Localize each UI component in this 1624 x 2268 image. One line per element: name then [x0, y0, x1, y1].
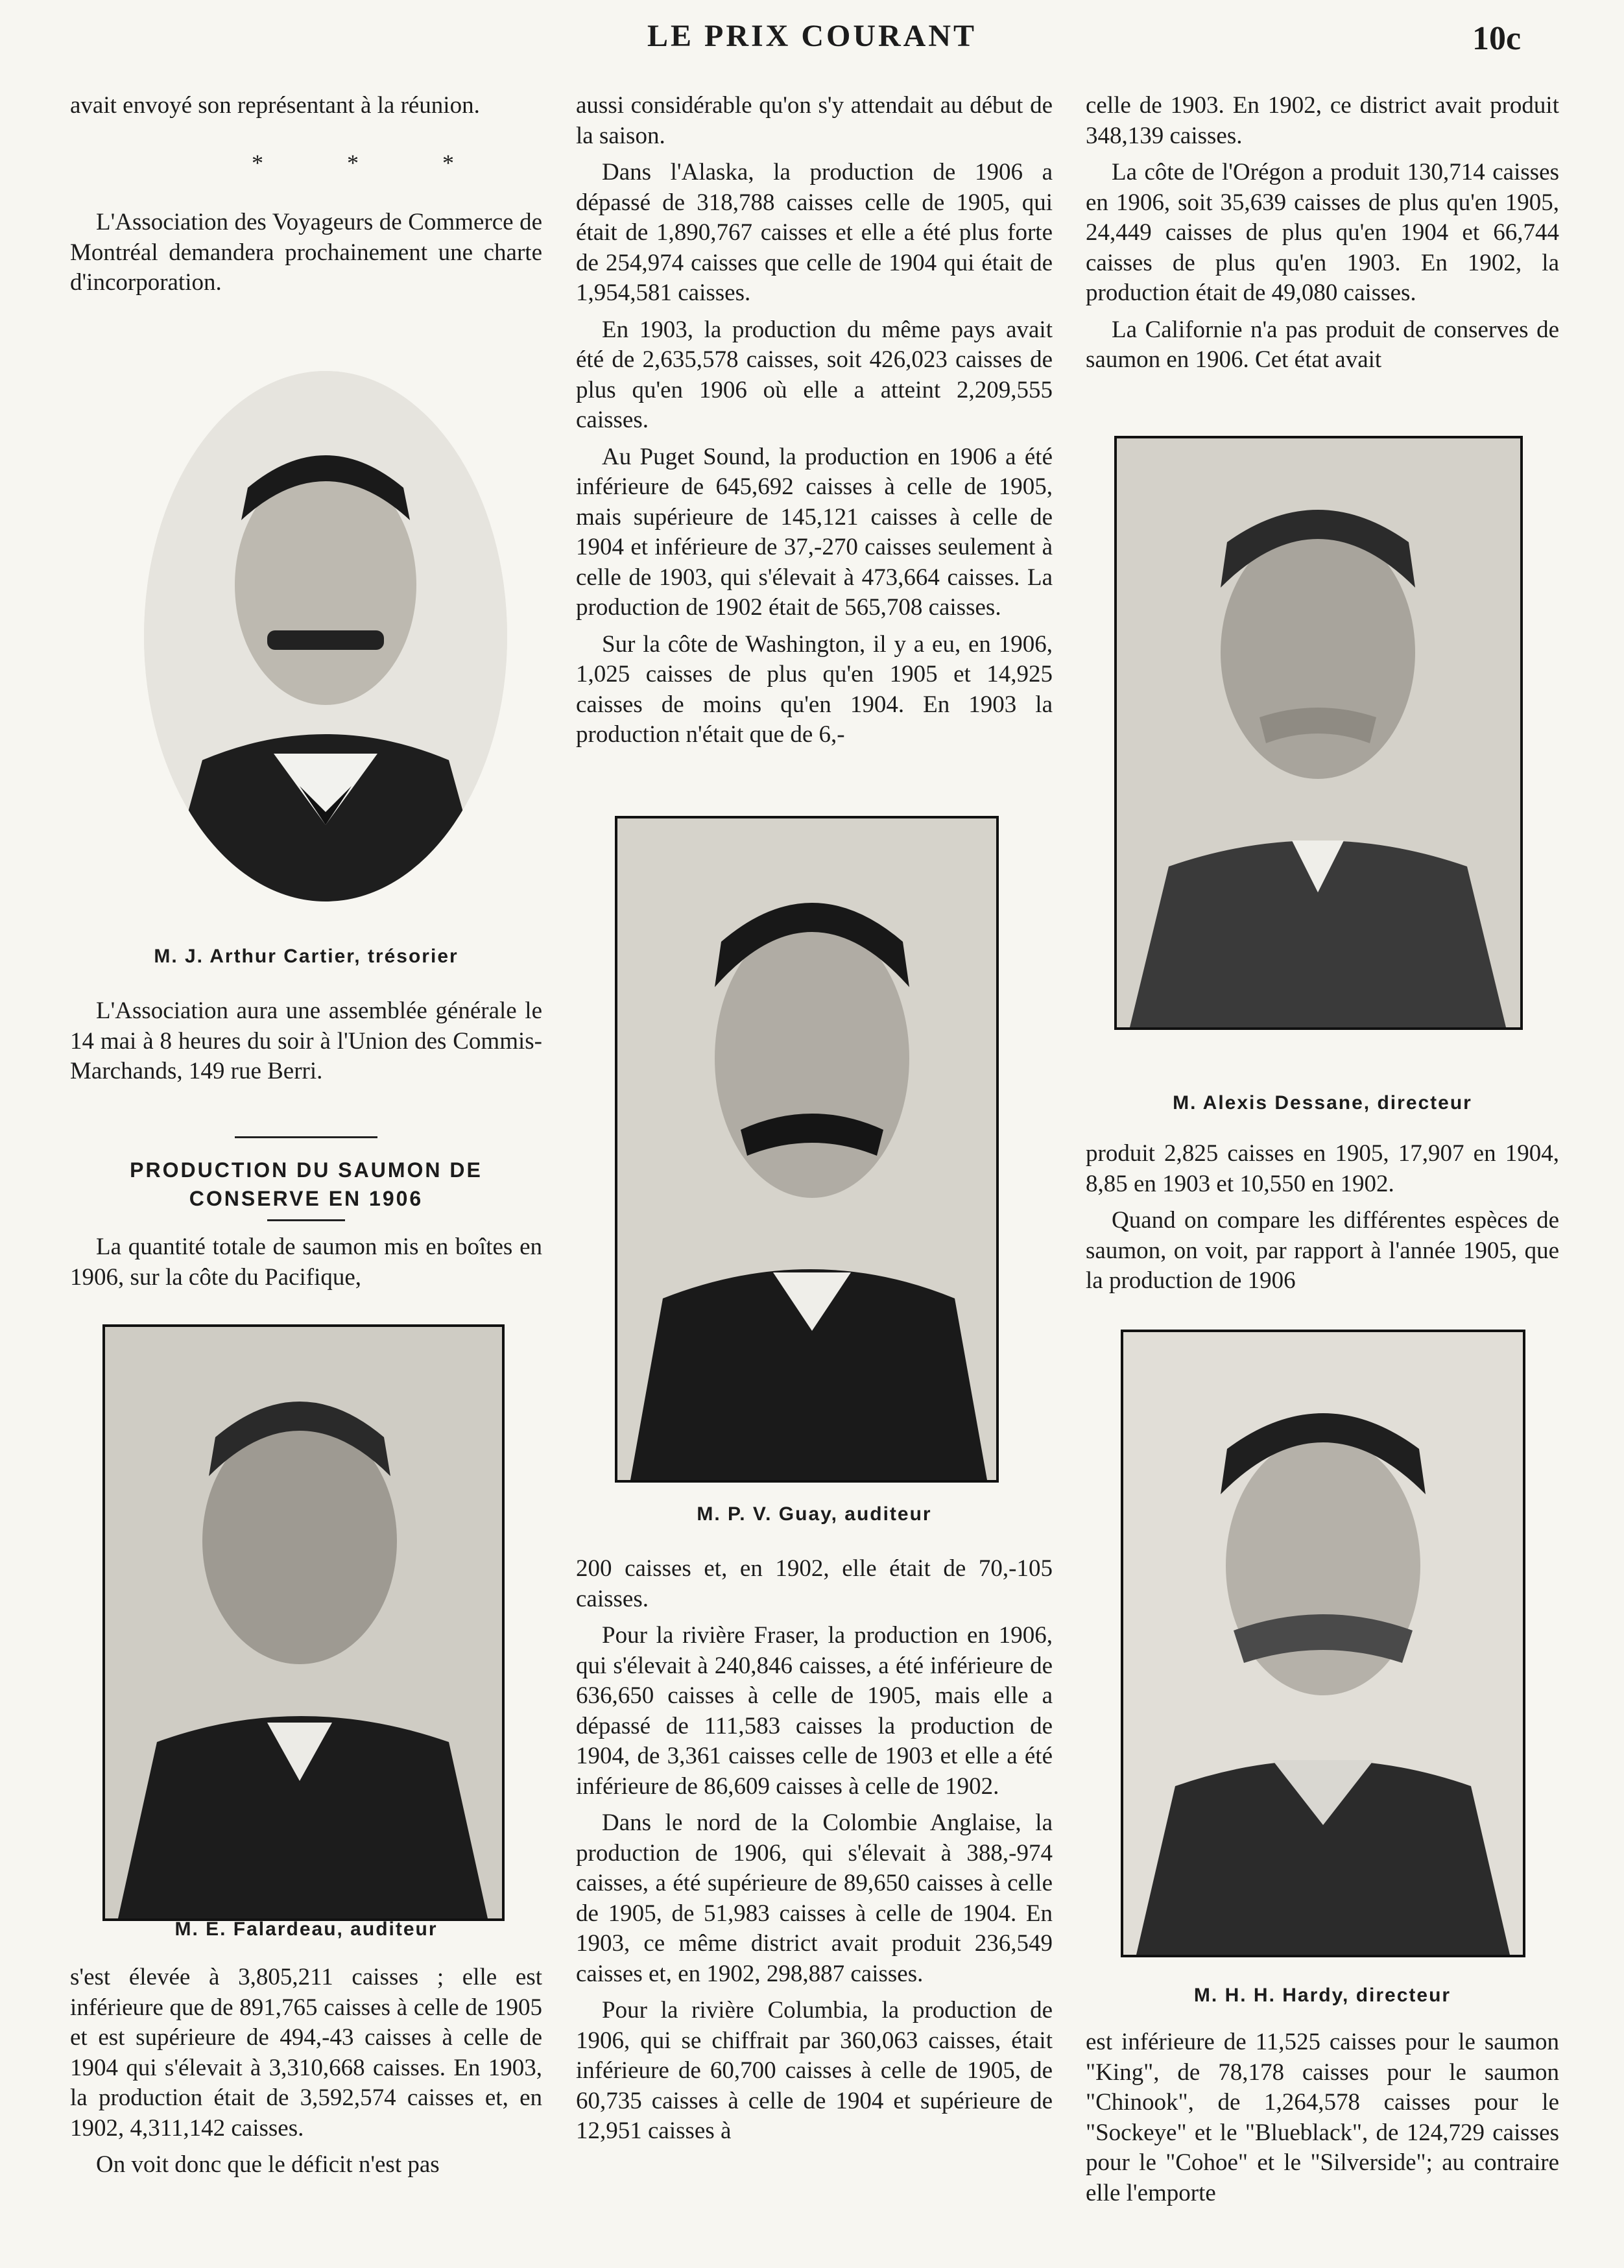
col1-intro-text [70, 1232, 542, 1299]
portrait-guay [615, 816, 999, 1483]
col1-paragraph-3: L'Association aura une assemblée générale le 14 mai à 8 heures du soir à l'Union des Commis-Marchands, 149 rue Berri. [70, 997, 542, 1084]
col1-paragraph-2: L'Association des Voyageurs de Commerce de Montréal demandera prochainement une charte d'incorporation. [70, 209, 542, 296]
portrait-hardy [1121, 1330, 1525, 1957]
separator-stars: * * * [252, 150, 493, 176]
caption-falardeau: M. E. Falardeau, auditeur [174, 1918, 438, 1940]
caption-dessane: M. Alexis Dessane, directeur [1173, 1092, 1472, 1114]
divider-line-short [267, 1219, 345, 1221]
col2-paragraph-6: 200 caisses et, en 1902, elle était de 70,-105 caisses. [576, 1555, 1053, 1612]
col2-paragraph-9: Pour la rivière Columbia, la production de 1906, qui se chiffrait par 360,063 caisses, était inférieure de 60,700 caisses à celle de 1905, de 60,735 caisses à celle de 1904 et supérieure de 12,951 caisses à [576, 1997, 1053, 2144]
portrait-falardeau-image [105, 1327, 502, 1918]
portrait-cartier-image [144, 371, 507, 901]
portrait-falardeau [102, 1324, 505, 1921]
portrait-dessane-image [1117, 438, 1520, 1027]
col2-top-text [576, 91, 1053, 757]
newspaper-title: LE PRIX COURANT [647, 19, 977, 53]
col1-paragraph-5: s'est élevée à 3,805,211 caisses ; elle est inférieure que de 891,765 caisses à celle de 1905 et est supérieure de 494,-43 caisses à celle de 1904 qui s'élevait à 3,310,668 caisses. En 1903, la production était de 3,592,574 caisses et, en 1902, 4,311,142 caisses. [70, 1964, 542, 2142]
portrait-guay-image [617, 818, 996, 1480]
col3-paragraph-4: produit 2,825 caisses en 1905, 17,907 en 1904, 8,85 en 1903 et 10,550 en 1902. [1086, 1140, 1559, 1197]
col2-paragraph-7: Pour la rivière Fraser, la production en 1906, qui s'élevait à 240,846 caisses, a été inférieure de 636,650 caisses à celle de 1905, mais elle a dépassé de 111,583 caisses la production de 1904, de 3,361 caisses celle de 1903 et elle a été inférieure de 86,609 caisses à celle de 1902. [576, 1622, 1053, 1800]
col3-paragraph-3: La Californie n'a pas produit de conserves de saumon en 1906. Cet état avait [1086, 316, 1559, 373]
col2-paragraph-8: Dans le nord de la Colombie Anglaise, la production de 1906, qui s'élevait à 388,-974 caisses, a été supérieure de 89,650 caisses à celle de 1905, de 51,983 caisses à celle de 1904. En 1903, ce même district avait produit 236,549 caisses et, en 1902, 298,887 caisses. [576, 1809, 1053, 1987]
col1-paragraph-6: On voit donc que le déficit n'est pas [96, 2151, 440, 2178]
col1-association-text [70, 208, 542, 305]
caption-cartier: M. J. Arthur Cartier, trésorier [154, 946, 459, 967]
col1-top-text [70, 91, 542, 128]
col2-bottom-text [576, 1554, 1053, 2153]
col3-paragraph-6: est inférieure de 11,525 caisses pour le saumon "King", de 78,178 caisses pour le saumon "Chinook", de 1,264,578 caisses pour le "Sockeye" et le "Blueblack", de 124,729 caisses pour le "Cohoe" et le "Silverside"; au contraire elle l'emporte [1086, 2029, 1559, 2206]
caption-hardy: M. H. H. Hardy, directeur [1193, 1985, 1451, 2006]
col3-top-text [1086, 91, 1559, 382]
divider-line [235, 1136, 377, 1138]
col3-paragraph-5: Quand on compare les différentes espèces de saumon, on voit, par rapport à l'année 1905, que la production de 1906 [1086, 1207, 1559, 1294]
portrait-hardy-image [1123, 1332, 1523, 1955]
caption-guay: M. P. V. Guay, auditeur [697, 1503, 932, 1525]
col2-paragraph-1: aussi considérable qu'on s'y attendait au début de la saison. [576, 92, 1053, 149]
col3-bottom-text [1086, 2027, 1559, 2215]
col1-paragraph-4: La quantité totale de saumon mis en boîtes en 1906, sur la côte du Pacifique, [70, 1234, 542, 1291]
col2-paragraph-4: Au Puget Sound, la production en 1906 a été inférieure de 645,692 caisses à celle de 1905, mais supérieure de 145,121 caisses à celle de 1904 et inférieure de 37,-270 caisses seulement à celle de 1903, qui s'élevait à 473,664 caisses. La production de 1902 était de 565,708 caisses. [576, 443, 1053, 621]
col3-paragraph-2: La côte de l'Orégon a produit 130,714 caisses en 1906, soit 35,639 caisses de plus qu'en 1905, 24,449 caisses de plus qu'en 1904 et 66,744 caisses de plus qu'en 1903. En 1902, la production était de 49,080 caisses. [1086, 159, 1559, 306]
portrait-dessane [1114, 436, 1523, 1030]
section-title: PRODUCTION DU SAUMON DE CONSERVE EN 1906 [130, 1158, 483, 1210]
portrait-cartier [144, 371, 507, 901]
col2-paragraph-2: Dans l'Alaska, la production de 1906 a dépassé de 318,788 caisses celle de 1905, qui était de 1,890,767 caisses et elle a été plus forte de 254,974 caisses que celle de 1904 qui était de 1,954,581 caisses. [576, 159, 1053, 306]
col1-paragraph-1: avait envoyé son représentant à la réunion. [70, 92, 480, 119]
col3-middle-text [1086, 1139, 1559, 1303]
col1-assembly-text [70, 996, 542, 1093]
col3-paragraph-1: celle de 1903. En 1902, ce district avait produit 348,139 caisses. [1086, 92, 1559, 149]
col2-paragraph-5: Sur la côte de Washington, il y a eu, en 1906, 1,025 caisses de plus qu'en 1905 et 14,925 caisses de moins qu'en 1904. En 1903 la production n'était que de 6,- [576, 630, 1053, 748]
col1-bottom-text [70, 1963, 542, 2187]
page-number: 10c [1472, 20, 1522, 57]
col2-paragraph-3: En 1903, la production du même pays avait été de 2,635,578 caisses, soit 426,023 caisses de plus qu'en 1906 où elle a atteint 2,209,555 caisses. [576, 316, 1053, 433]
